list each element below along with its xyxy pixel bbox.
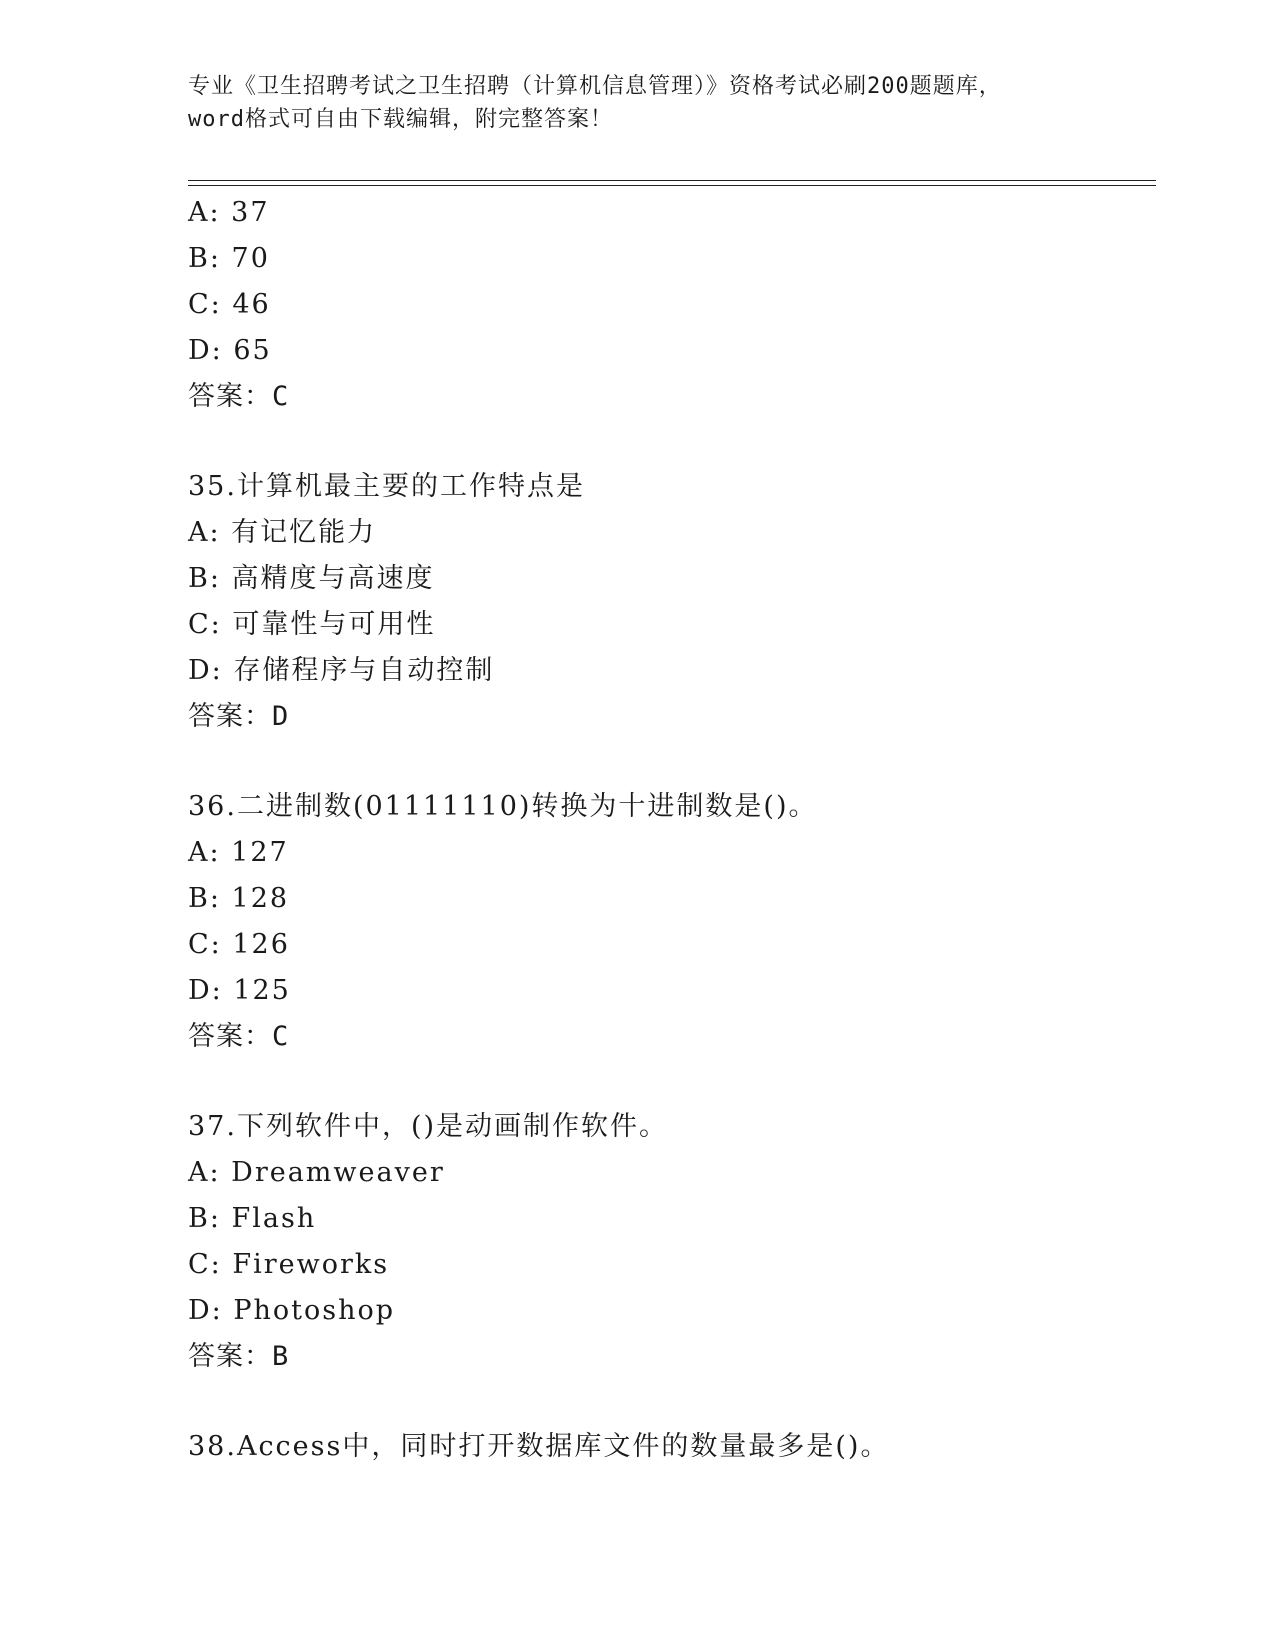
option-a: A: 37 <box>188 197 270 228</box>
option-b: B: 高精度与高速度 <box>188 563 435 594</box>
header-rule-bottom <box>188 185 1156 186</box>
question-text: 38.Access中，同时打开数据库文件的数量最多是()。 <box>188 1431 890 1462</box>
question-block-37 <box>188 1104 1148 1380</box>
question-block-38 <box>188 1424 1148 1470</box>
option-a: A: 127 <box>188 837 289 868</box>
option-b: B: 70 <box>188 243 270 274</box>
option-a: A: 有记忆能力 <box>188 517 377 548</box>
option-b: B: 128 <box>188 883 290 914</box>
option-d: D: Photoshop <box>188 1295 396 1326</box>
answer: 答案：C <box>188 1021 290 1052</box>
option-b: B: Flash <box>188 1203 317 1234</box>
option-c: C: 46 <box>188 289 271 320</box>
answer: 答案：B <box>188 1341 290 1372</box>
question-text: 36.二进制数(01111110)转换为十进制数是()。 <box>188 791 818 822</box>
option-d: D: 65 <box>188 335 272 366</box>
answer: 答案：C <box>188 381 290 412</box>
option-d: D: 125 <box>188 975 291 1006</box>
option-d: D: 存储程序与自动控制 <box>188 655 495 686</box>
option-c: C: Fireworks <box>188 1249 390 1280</box>
answer: 答案：D <box>188 701 290 732</box>
header-rule-top <box>188 180 1156 181</box>
question-text: 35.计算机最主要的工作特点是 <box>188 471 585 502</box>
question-block-34 <box>188 190 1148 420</box>
question-block-36 <box>188 784 1148 1060</box>
header-line-2: word格式可自由下载编辑，附完整答案！ <box>188 107 613 132</box>
question-list <box>188 190 1148 1470</box>
option-c: C: 126 <box>188 929 290 960</box>
document-header <box>188 70 1088 136</box>
option-c: C: 可靠性与可用性 <box>188 609 436 640</box>
header-line-1: 专业《卫生招聘考试之卫生招聘（计算机信息管理）》资格考试必刷200题题库， <box>188 74 1002 99</box>
question-text: 37.下列软件中，()是动画制作软件。 <box>188 1111 669 1142</box>
option-a: A: Dreamweaver <box>188 1157 445 1188</box>
question-block-35 <box>188 464 1148 740</box>
